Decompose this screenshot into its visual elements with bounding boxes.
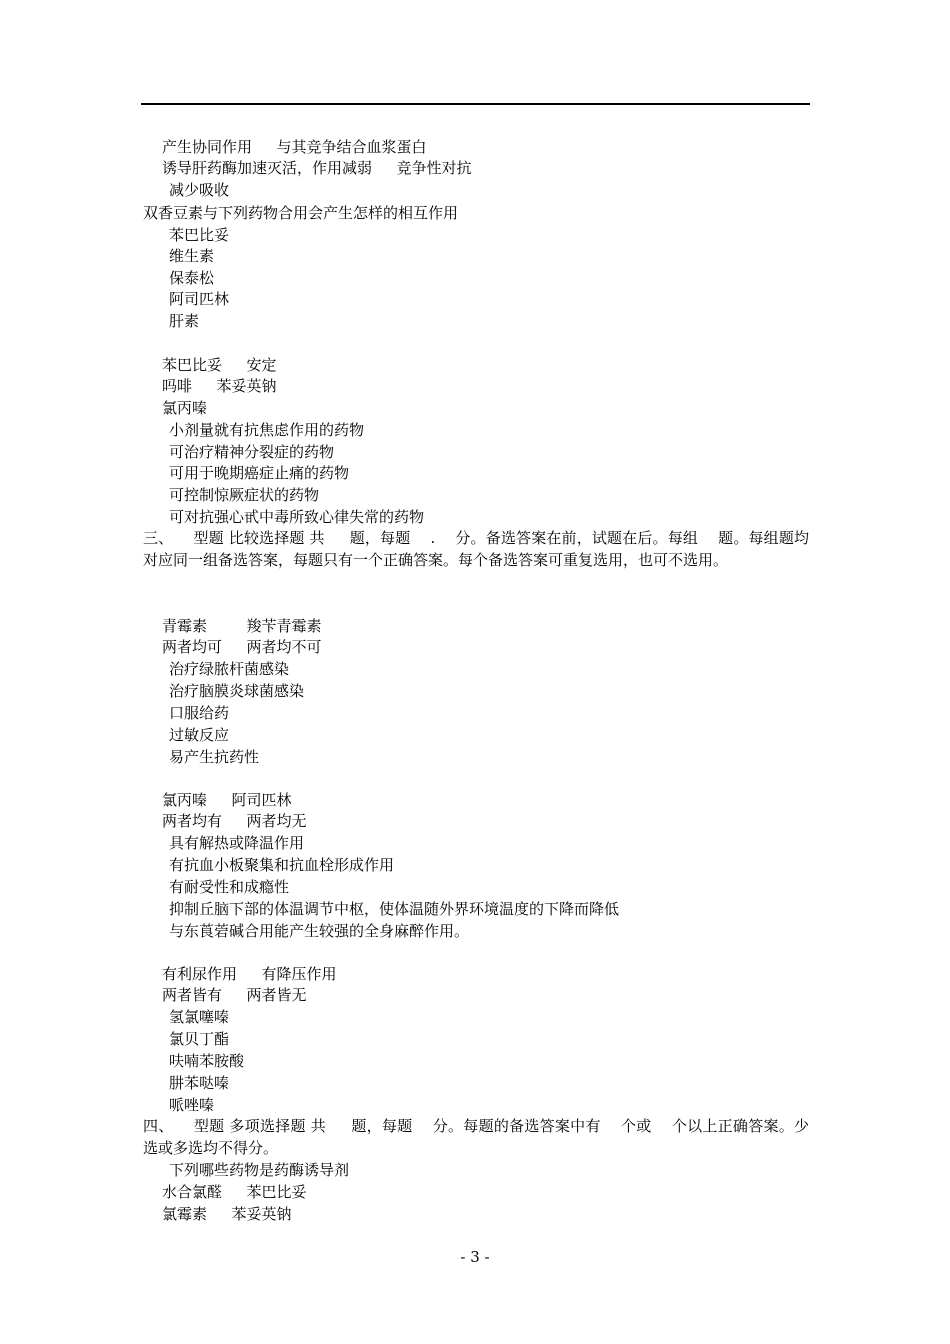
option-text: 肝素 bbox=[169, 312, 200, 330]
question-item: 可治疗精神分裂症的药物 bbox=[169, 443, 335, 461]
question-item: 治疗绿脓杆菌感染 bbox=[169, 660, 290, 678]
text-line: 减少吸收 bbox=[169, 181, 230, 199]
answer-options: 有利尿作用 有降压作用 bbox=[162, 965, 337, 983]
question-item: 具有解热或降温作用 bbox=[169, 834, 305, 852]
question-item: 治疗脑膜炎球菌感染 bbox=[169, 682, 305, 700]
question-item: 哌唑嗪 bbox=[169, 1096, 215, 1114]
question-item: 可对抗强心甙中毒所致心律失常的药物 bbox=[169, 508, 425, 526]
answer-options: 吗啡 苯妥英钠 bbox=[162, 377, 277, 395]
question-item: 过敏反应 bbox=[169, 726, 230, 744]
question-item: 氢氯噻嗪 bbox=[169, 1008, 230, 1026]
question-item: 口服给药 bbox=[169, 704, 230, 722]
answer-options: 两者均可 两者均不可 bbox=[162, 638, 322, 656]
question-item: 有耐受性和成瘾性 bbox=[169, 878, 290, 896]
option-text: 保泰松 bbox=[169, 269, 215, 287]
answer-options: 氯霉素 苯妥英钠 bbox=[162, 1205, 292, 1223]
question-item: 氯贝丁酯 bbox=[169, 1030, 230, 1048]
answer-options: 苯巴比妥 安定 bbox=[162, 356, 277, 374]
option-text: 阿司匹林 bbox=[169, 290, 230, 308]
option-text: 维生素 bbox=[169, 247, 215, 265]
question-item: 可用于晚期癌症止痛的药物 bbox=[169, 464, 350, 482]
option-text: 苯巴比妥 bbox=[169, 226, 230, 244]
header-rule bbox=[141, 103, 810, 105]
question-item: 与东莨菪碱合用能产生较强的全身麻醉作用。 bbox=[169, 922, 470, 940]
question-item: 可控制惊厥症状的药物 bbox=[169, 486, 320, 504]
text-line: 产生协同作用 与其竞争结合血浆蛋白 bbox=[162, 138, 427, 156]
text-line: 诱导肝药酶加速灭活，作用减弱 竞争性对抗 bbox=[162, 159, 472, 177]
question-item: 抑制丘脑下部的体温调节中枢，使体温随外界环境温度的下降而降低 bbox=[169, 900, 620, 918]
question-text: 下列哪些药物是药酶诱导剂 bbox=[169, 1161, 350, 1179]
answer-options: 水合氯醛 苯巴比妥 bbox=[162, 1183, 307, 1201]
question-item: 易产生抗药性 bbox=[169, 748, 260, 766]
answer-options: 两者均有 两者均无 bbox=[162, 812, 307, 830]
answer-options: 青霉素 羧苄青霉素 bbox=[162, 617, 322, 635]
question-item: 有抗血小板聚集和抗血栓形成作用 bbox=[169, 856, 395, 874]
section-heading-3: 三、 型题 比较选择题 共 题，每题 . 分。备选答案在前，试题在后。每组 题。每组题均对应同一组备选答案，每题只有一个正确答案。每个备选答案可重复选用，也可不选用。 bbox=[143, 529, 809, 569]
question-item: 小剂量就有抗焦虑作用的药物 bbox=[169, 421, 365, 439]
section-heading-4: 四、 型题 多项选择题 共 题，每题 分。每题的备选答案中有 个或 个以上正确答案。少选或多选均不得分。 bbox=[143, 1117, 809, 1157]
answer-options: 氯丙嗪 bbox=[162, 399, 208, 417]
question-text: 双香豆素与下列药物合用会产生怎样的相互作用 bbox=[143, 204, 459, 222]
page-number: - 3 - bbox=[460, 1248, 490, 1266]
answer-options: 两者皆有 两者皆无 bbox=[162, 986, 307, 1004]
question-item: 呋喃苯胺酸 bbox=[169, 1052, 245, 1070]
answer-options: 氯丙嗪 阿司匹林 bbox=[162, 791, 292, 809]
question-item: 肼苯哒嗪 bbox=[169, 1074, 230, 1092]
